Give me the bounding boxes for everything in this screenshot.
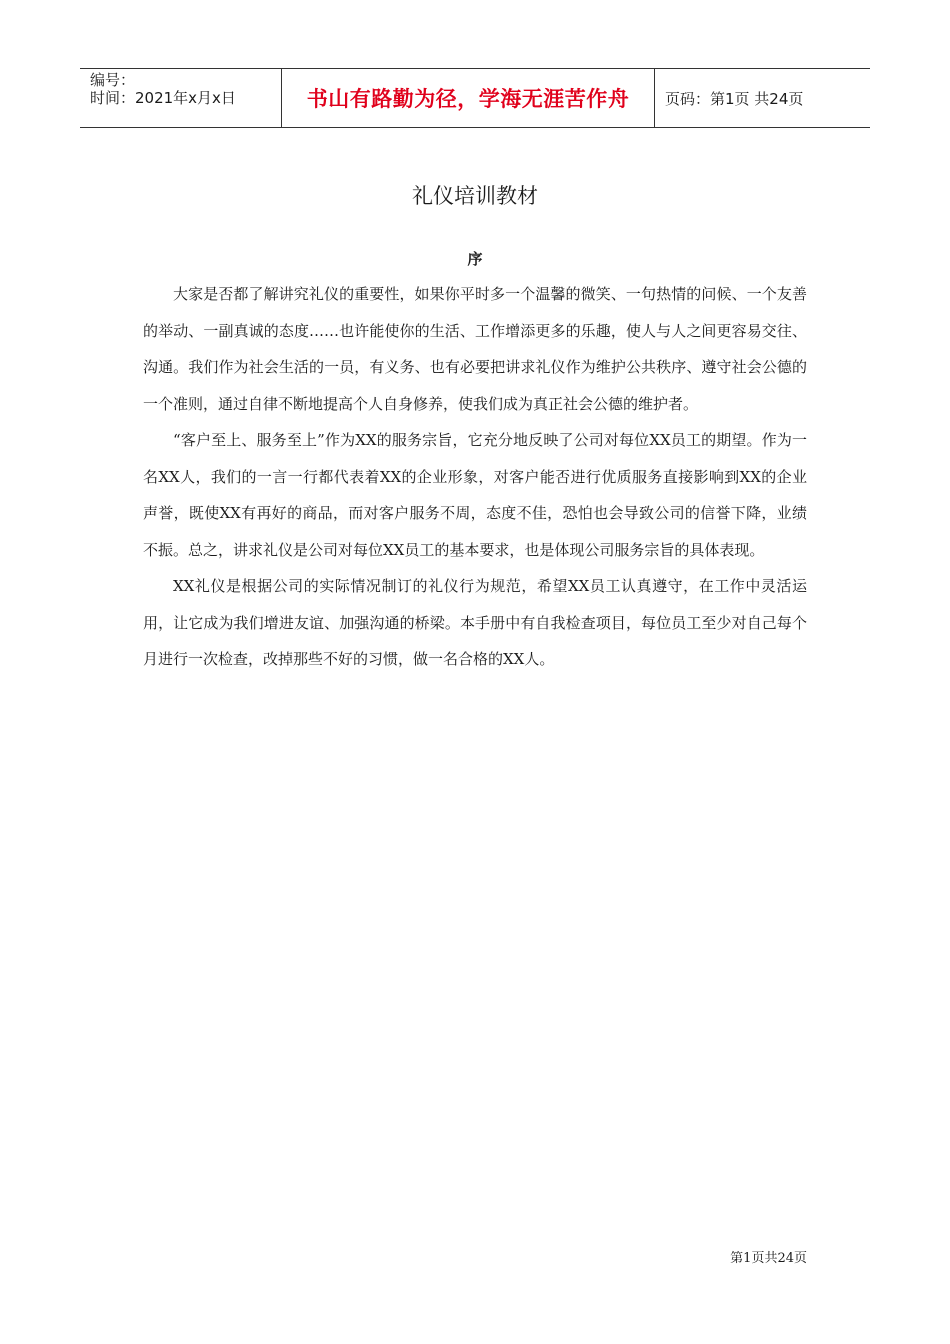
header-meta-cell [80, 69, 282, 127]
section-title: 序 [467, 250, 483, 268]
document-title: 礼仪培训教材 [412, 184, 538, 208]
date-text: 时间：2021年x月x日 [90, 89, 236, 107]
header-motto: 书山有路勤为径，学海无涯苦作舟 [282, 69, 655, 127]
footer-page-number: 第1页共24页 [730, 1251, 807, 1266]
serial-number-label: 编号： [90, 71, 136, 89]
paragraph: “客户至上、服务至上”作为XX的服务宗旨，它充分地反映了公司对每位XX员工的期望。作为一名XX人，我们的一言一行都代表着XX的企业形象，对客户能否进行优质服务直接影响到XX的企业声誉，既使XX有再好的商品，而对客户服务不周，态度不佳，恐怕也会导致公司的信誉下降，业绩不振。总之，讲求礼仪是公司对每位XX员工的基本要求，也是体现公司服务宗旨的具体表现。 [143, 431, 807, 559]
paragraph: XX礼仪是根据公司的实际情况制订的礼仪行为规范，希望XX员工认真遵守，在工作中灵活运用，让它成为我们增进友谊、加强沟通的桥梁。本手册中有自我检查项目，每位员工至少对自己每个月进行一次检查，改掉那些不好的习惯，做一名合格的XX人。 [143, 577, 807, 668]
header-page-number: 页码：第1页 共24页 [665, 89, 804, 108]
paragraph: 大家是否都了解讲究礼仪的重要性，如果你平时多一个温馨的微笑、一句热情的问候、一个友善的举动、一副真诚的态度……也许能使你的生活、工作增添更多的乐趣，使人与人之间更容易交往、沟通。我们作为社会生活的一员，有义务、也有必要把讲求礼仪作为维护公共秩序、遵守社会公德的一个准则，通过自律不断地提高个人自身修养，使我们成为真正社会公德的维护者。 [143, 285, 807, 413]
body-text [143, 276, 807, 678]
page-header [80, 68, 870, 128]
